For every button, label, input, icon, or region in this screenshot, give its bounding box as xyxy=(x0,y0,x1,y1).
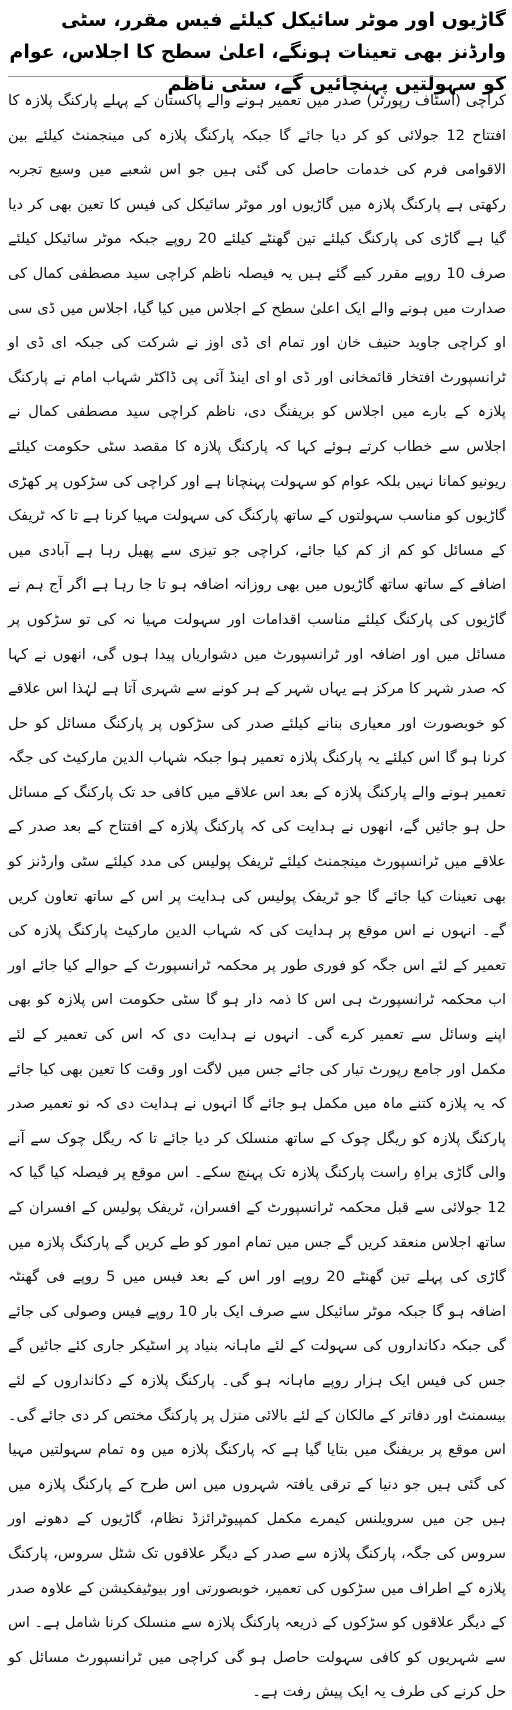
headline: گاڑیوں اور موٹر سائیکل کیلئے فیس مقرر، سٹی وارڈنز بھی تعینات ہونگے، اعلیٰ سطح کا اجلاس، عوام کو سہولتیں پہنچائیں گے، سٹی ناظم xyxy=(9,9,506,95)
article-body xyxy=(8,84,507,1701)
headline-divider xyxy=(8,76,504,77)
article-paragraph: کراچی (اسٹاف رپورٹر) صدر میں تعمیر ہونے والے پاکستان کے پہلے پارکنگ پلازہ کا افتتاح 12 جولائی کو کر دیا جائے گا جبکہ پارکنگ پلازہ کی مینجمنٹ کیلئے بین الاقوامی فرم کی خدمات حاصل کی گئی ہیں جو اس شعبے میں وسیع تجربہ رکھتی ہے پارکنگ پلازہ میں گاڑیوں اور موٹر سائیکل کی فیس کا تعین بھی کر دیا گیا ہے گاڑی کی پارکنگ کیلئے تین گھنٹے کیلئے 20 روپے جبکہ موٹر سائیکل کیلئے صرف 10 روپے مقرر کیے گئے ہیں یہ فیصلہ ناظم کراچی سید مصطفی کمال کی صدارت میں ہونے والے ایک اعلیٰ سطح کے اجلاس میں کیا گیا، اجلاس میں ڈی سی او کراچی جاوید حنیف خان اور تمام ای ڈی اوز نے شرکت کی جبکہ ای ڈی او ٹرانسپورٹ افتخار قائمخانی اور ڈی او ای اینڈ آئی پی ڈاکٹر شہاب امام نے پارکنگ پلازہ کے بارے میں اجلاس کو بریفنگ دی، ناظم کراچی سید مصطفی کمال نے اجلاس سے خطاب کرتے ہوئے کہا کہ پارکنگ پلازہ کا مقصد سٹی حکومت کیلئے ریونیو کمانا نہیں بلکہ عوام کو سہولت پہنچانا ہے اور کراچی کی سڑکوں پر کھڑی گاڑیوں کو مناسب سہولتوں کے ساتھ پارکنگ کی سہولت مہیا کرنا ہے تا کہ ٹریفک کے مسائل کو کم از کم کیا جائے، کراچی جو تیزی سے پھیل رہا ہے آبادی میں اضافے کے ساتھ ساتھ گاڑیوں میں بھی روزانہ اضافہ ہو تا جا رہا ہے اگر آج ہم نے گاڑیوں کی پارکنگ کیلئے مناسب اقدامات اور سہولت مہیا نہ کی تو سڑکوں پر مسائل میں اور اضافہ اور ٹرانسپورٹ میں دشواریاں پیدا ہوں گی، انھوں نے کہا کہ صدر شہر کا مرکز ہے یہاں شہر کے ہر کونے سے شہری آتا ہے لہٰذا اس علاقے کو خوبصورت اور معیاری بنانے کیلئے صدر کی سڑکوں پر پارکنگ مسائل کو حل کرنا ہو گا اس کیلئے یہ پارکنگ پلازہ تعمیر ہوا جبکہ شہاب الدین مارکیٹ کی جگہ تعمیر ہونے والے پارکنگ پلازہ کے بعد اس علاقے میں کافی حد تک پارکنگ کے مسائل حل ہو جائیں گے، انھوں نے ہدایت کی کہ پارکنگ پلازہ کے افتتاح کے بعد صدر کے علاقے میں ٹرانسپورٹ مینجمنٹ کیلئے ٹریفک پولیس کی مدد کیلئے سٹی وارڈنز کو بھی تعینات کیا جائے گا جو ٹریفک پولیس کی ہدایت پر اس کے ساتھ تعاون کریں گے۔ انہوں نے اس موقع پر ہدایت کی کہ شہاب الدین مارکیٹ پارکنگ پلازہ کی تعمیر کے لئے اس جگہ کو فوری طور پر محکمہ ٹرانسپورٹ کے حوالے کیا جائے اور اب محکمہ ٹرانسپورٹ ہی اس کا ذمہ دار ہو گا سٹی حکومت اس پلازہ کو بھی اپنے وسائل سے تعمیر کرے گی۔ انہوں نے ہدایت دی کہ اس کی تعمیر کے لئے مکمل اور جامع رپورٹ تیار کی جائے جس میں لاگت اور وقت کا تعین بھی کیا جائے کہ یہ پلازہ کتنے ماہ میں مکمل ہو جائے گا انہوں نے ہدایت دی کہ نو تعمیر صدر پارکنگ پلازہ کو ریگل چوک کے ساتھ منسلک کر دیا جائے تا کہ ریگل چوک سے آنے والی گاڑی براہِ راست پارکنگ پلازہ تک پہنچ سکے۔ اس موقع پر فیصلہ کیا گیا کہ 12 جولائی سے قبل محکمہ ٹرانسپورٹ کے افسران، ٹریفک پولیس کے افسران کے ساتھ اجلاس منعقد کریں گے جس میں تمام امور کو طے کریں گے پارکنگ پلازہ میں گاڑی کی پہلے تین گھنٹے 20 روپے اور اس کے بعد فیس میں 5 روپے فی گھنٹہ اضافہ ہو گا جبکہ موٹر سائیکل سے صرف ایک بار 10 روپے فیس وصولی کی جائے گی جبکہ دکانداروں کی سہولت کے لئے ماہانہ بنیاد پر اسٹیکر جاری کئے جائیں گے جس کی فیس ایک ہزار روپے ماہانہ ہو گی۔ پارکنگ پلازہ کے دکانداروں کے لئے بیسمنٹ اور دفاتر کے مالکان کے لئے بالائی منزل پر پارکنگ مختص کر دی جائے گی۔ اس موقع پر بریفنگ میں بتایا گیا ہے کہ پارکنگ پلازہ میں وہ تمام سہولتیں مہیا کی گئی ہیں جو دنیا کے ترقی یافتہ شہروں میں اس طرح کے پارکنگ پلازہ میں ہیں جن میں سرویلنس کیمرے مکمل کمپیوٹرائزڈ نظام، گاڑیوں کے دھونے اور سروس کی جگہ، پارکنگ پلازہ سے صدر کے دیگر علاقوں تک شٹل سروس، پارکنگ پلازہ کے اطراف میں سڑکوں کی تعمیر، خوبصورتی اور بیوٹیفکیشن کے علاوہ صدر کے دیگر علاقوں کو سڑکوں کے ذریعہ پارکنگ پلازہ سے منسلک کرنا شامل ہے۔ اس سے شہریوں کو کافی سہولت حاصل ہو گی کراچی میں ٹرانسپورٹ مسائل کو حل کرنے کی طرف یہ ایک پیش رفت ہے۔ xyxy=(8,92,507,1701)
